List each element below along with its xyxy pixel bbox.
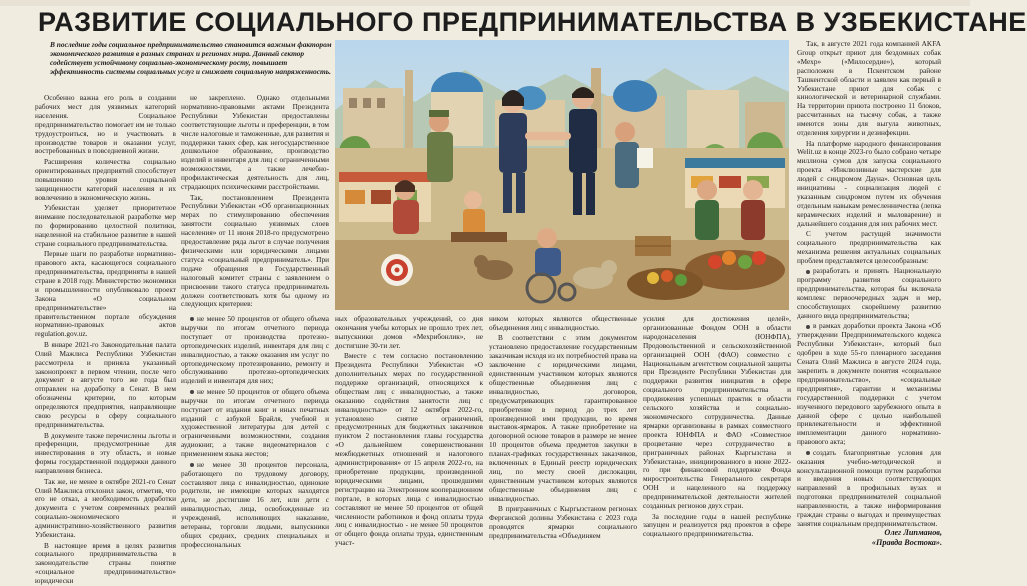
text-column-4 bbox=[489, 315, 637, 556]
text-column-3 bbox=[335, 315, 483, 556]
bullet-icon bbox=[806, 325, 810, 329]
paragraph: В январе 2021-го Законодательная палата Олий Мажлиса Республики Узбекистан рассмотрела и приняла указанный законопроект в первом чтении, после чего документ в августе того же года был отправлен на доработку в Сенат. В нем обозначены критерии, по которым определяются предприятия, направляющие свою ресурсы в сферу социального предпринимательства. bbox=[35, 339, 176, 429]
paragraph: В настоящее время в целях развития социального предпринимательства в законодательстве страны понятие «социальное предпринимательство» юридически bbox=[35, 540, 176, 586]
article-lead: В последние годы социальное предпринимательство становится важным фактором экономического развития в разных странах и регионах мира. Данный сектор содействует устойчивому социально-экономическому росту, повышает эффективность системы социальных услуг и снижает социальную напряженность. bbox=[50, 40, 332, 76]
paragraph: ником которых являются общественные объединения лиц с инвалидностью. bbox=[489, 314, 637, 332]
paragraph: На платформе народного финансирования Welit.uz в конце 2023-го было собрано четыре миллиона сумов для запуска социального проекта «Инклюзивные мастерские для людей с синдромом Дауна». Основная цель инициативы - социализация людей с указанным синдромом путем их обучения отдельным навыкам ремесленничества (лепка керамических изделий и мыловарение) и дальнейшего создания для них рабочих мест. bbox=[797, 138, 941, 228]
bullet-icon bbox=[190, 390, 194, 394]
bullet-paragraph: в рамках доработки проекта Закона «Об утверждении Предпринимательского кодекса Республики Узбекистан», который был одобрен в ходе 55-го пленарного заседания Сената Олий Мажлиса в августе 2024 года, закрепить в документе понятия «социальное предпринимательство», «социальные предприятия», гарантии и механизмы государственной поддержки с учетом изученного передового зарубежного опыта в данной сфере с целью наибольшей привлекательности и эффективной имплементации данного нормативно-правового акта; bbox=[797, 321, 941, 447]
paragraph: Особенно важна его роль в создании рабочих мест для уязвимых категорий населения. Социальное предпринимательство помогает им не только трудоустроиться, но и участвовать в производстве товаров и оказании услуг, востребованных в повседневной жизни. bbox=[35, 93, 176, 156]
author-signature bbox=[842, 528, 942, 548]
article-illustration bbox=[335, 40, 789, 310]
paragraph: В документе также перечислены льготы и преференции, предусмотренные для инвестирования в эту область, и новые формы государственной поддержки данного направления бизнеса. bbox=[35, 430, 176, 476]
paragraph: Первые шаги по разработке нормативно-правового акта, касающегося социального предпринимательства, предприняты в нашей стране в 2018 году. Министерство экономики и промышленности опубликовало проект Закона «О социальном предпринимательстве» на правительственном портале обсуждения нормативно-правовых актов regulation.gov.uz. bbox=[35, 249, 176, 339]
paragraph: Так же, не менее в октябре 2021-го Сенат Олий Мажлиса отклонил закон, отметив, что его не отказ, а необходимость доработки документа с учетом современных реалий социально-экономического и административно-хозяйственного развития Узбекистана. bbox=[35, 476, 176, 540]
paragraph: Так, постановлением Президента Республики Узбекистан «Об организационных мерах по стимулированию обеспечения занятости социально уязвимых слоев населения» от 11 июня 2018-го предусмотрено предоставление ряда льгот в случае получения физическими или юридическими лицами статуса «социальный предприниматель». При подаче обращения в Государственный налоговый комитет страны с заявлением о присвоении такого статуса предприниматель должен соответствовать хотя бы одному из следующих критериев: bbox=[181, 192, 329, 309]
paragraph: Узбекистан уделяет приоритетное внимание последовательной разработке мер по формированию целостной политики, нацеленной на стабильное развитие в нашей стране социального предпринимательства. bbox=[35, 203, 176, 248]
paragraph: За последние годы в нашей республике запущен и реализуется ряд проектов в сфере социального предпринимательства. bbox=[643, 511, 791, 539]
text-column-5 bbox=[643, 315, 791, 556]
article-title: РАЗВИТИЕ СОЦИАЛЬНОГО ПРЕДПРИНИМАТЕЛЬСТВА В УЗБЕКИСТАНЕ bbox=[38, 7, 1027, 37]
paragraph: Расширения количества социально ориентированных предприятий способствует повышению уровня социальной защищенности категорий населения и их вовлечению в экономическую жизнь. bbox=[35, 156, 176, 202]
paragraph: Так, в августе 2021 года компанией AKFA Group открыт приют для бездомных собак «Мехр» («Милосердие»), который расположен в Пскентском районе Ташкентской области и заявлен как первый в Узбекистане приют для собак с кинологической и ветеринарной службами. На территории приюта построено 11 блоков, рассчитанных на тысячу собак, а также имеются зоны для выгула животных, отделения хирургии и дезинфекции. bbox=[797, 39, 941, 138]
bullet-icon bbox=[190, 317, 194, 321]
text-column-2-lower bbox=[181, 315, 329, 556]
text-column-6 bbox=[797, 40, 941, 526]
bullet-paragraph: не менее 30 процентов персонала, работающего по трудовому договору, составляют лица с инвалидностью, одинокие родители, не имеющие которых находятся дети, не достигшие 16 лет, или дети с инвалидностью, лица, освобожденные из учреждений, исполняющих наказание, ветераны, торговли людьми, выпускники общих средних, средних специальных и профессиональных bbox=[181, 459, 329, 549]
bullet-icon bbox=[190, 463, 194, 467]
paragraph: В соответствии с этим документом установлено предоставление государственным заказчикам исходя из их потребностей права на заключение с юридическими лицами, единственным участником которых являются общественные объединения лиц с инвалидностью, договоров, предусматривающих гарантированное приобретение в период до трех лет произведенной ими продукции, во время выставок-ярмарок. А также приобретение на договорной основе товаров в размере не менее 10 процентов объема предметов закупки в планах-графиках государственных заказчиков, включенных в Единый реестр юридических лиц, по месту своей дислокации, единственным участником которых являются общественные объединения лиц с инвалидностью. bbox=[489, 333, 637, 503]
text-column-1 bbox=[35, 93, 176, 586]
paragraph: не закреплено. Однако отдельными нормативно-правовыми актами Президента Республики Узбекистан предоставлены соответствующие льготы и преференции, в том числе налоговые и таможенные, для развития и поддержки таких сфер, как негосударственное дошкольное образование, производство изделий и инвентаря для лиц с ограниченными возможностями, а также лечебно-профилактическая деятельность для лиц, страдающих психическими расстройствами. bbox=[181, 93, 329, 192]
paragraph: усилия для достижения целей», организованные Фондом ООН в области народонаселения (ЮНФПА), Продовольственной и сельскохозяйственной организацией ООН (ФАО) совместно с Национальным агентством социальной защиты при Президенте Республики Узбекистан для поддержки развития инициатив в сфере социального предпринимательства и продвижения успешных практик в области сельского хозяйства и социально-экономического сотрудничества. Данные ярмарки организованы в рамках совместного проекта ЮНФПА и ФАО «Совместное процветание через сотрудничество в приграничных районах Кыргызстана и Узбекистана», инициированного в июне 2022-го при финансовой поддержке Фонда миростроительства Генерального секретаря ООН и нацеленного на поддержку предпринимательской деятельности жителей созданных регионов двух стран. bbox=[643, 314, 791, 511]
paragraph: ных образовательных учреждений, со дня окончания учебы которых не прошло трех лет, выпускники домов «Мехрибонлик», не достигшие 30-ти лет. bbox=[335, 314, 483, 350]
text-column-2-upper bbox=[181, 94, 329, 309]
paragraph: Вместе с тем согласно постановлению Президента Республики Узбекистан «О дополнительных мерах по государственной поддержке организаций, относящихся к обществам лиц с инвалидностью, а также оказанию содействия занятости лиц с инвалидностью» от 12 октября 2022-го, установлено снятие ограничений, предусмотренных для бюджетных заказчиков пунктом 2 постановления главы государства «О дальнейшем совершенствовании межбюджетных отношений и налогового администрирования» от 15 апреля 2022-го, на приобретение продукции, произведенной юридическими лицами, прошедшими регистрацию на Электронном кооперационном портале, в которых лица с инвалидностью составляют не менее 50 процентов от общей численности работников и фонд оплаты труда лиц с инвалидностью - не менее 50 процентов от общего фонда оплаты труда, единственным участ- bbox=[335, 351, 483, 548]
paragraph: С учетом растущей значимости социального предпринимательства как механизма решения актуальных социальных проблем представляется целесообразным: bbox=[797, 229, 941, 265]
bullet-icon bbox=[806, 451, 810, 455]
bullet-paragraph: создать благоприятные условия для оказания учебно-методической и консультационной помощи путем разработки и введения новых соответствующих направлений в профильных вузах и подготовки предпринимателей социальной направленности, а также информирования граждан страны о выгодах и преимуществах занятия социальным предпринимательством. bbox=[797, 447, 941, 528]
bullet-icon bbox=[806, 270, 810, 274]
author-name: Олег Липманов, bbox=[884, 528, 942, 537]
bullet-paragraph: разработать и принять Национальную программу развития социального предпринимательства, которая бы включала комплекс первоочередных задач и мер, способствующих скорейшему развитию данного вида предпринимательства; bbox=[797, 266, 941, 320]
bullet-paragraph: не менее 50 процентов от общего объема выручки по итогам отчетного периода поступает от производства протезно-ортопедических изделий, инвентаря для лиц с инвалидностью, а также оказания им услуг по ортопедическому протезированию, ремонту и обслуживанию протезно-ортопедических изделий и инвентаря для них; bbox=[181, 314, 329, 386]
author-outlet: «Правда Востока». bbox=[871, 538, 942, 547]
paragraph: В приграничных с Кыргызстаном регионах Ферганской долины Узбекистана с 2023 года проводятся ярмарки социального предпринимательства «Объединяем bbox=[489, 504, 637, 540]
bullet-paragraph: не менее 50 процентов от общего объема выручки по итогам отчетного периода поступает от издания книг и иных печатных изданий с азбукой Брайля, учебной и художественной литературы для детей с ограниченными возможностями, создания аудиокниг, а также видеоматериалов с применением языка жестов; bbox=[181, 386, 329, 459]
